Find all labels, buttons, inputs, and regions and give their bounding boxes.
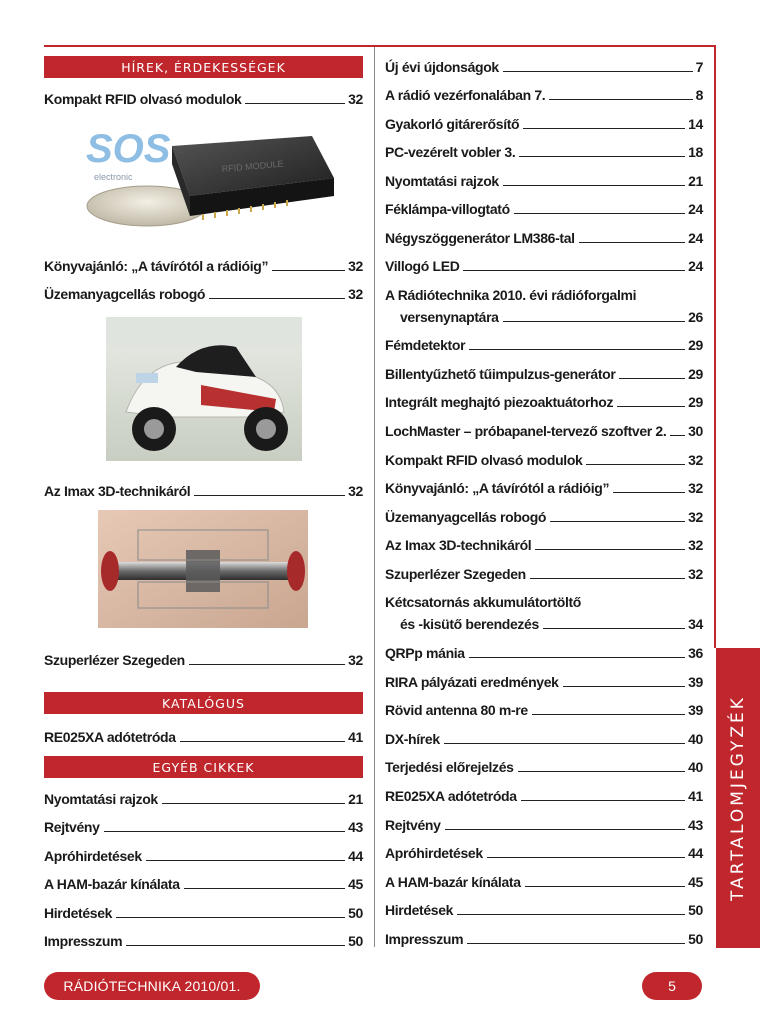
toc-entry[interactable] (385, 335, 703, 353)
toc-entry[interactable] (385, 450, 703, 468)
entry-title: Könyvajánló: „A távírótól a rádióig” (385, 480, 610, 496)
leader-line (503, 70, 693, 72)
entry-title: Fémdetektor (385, 337, 466, 353)
leader-line (563, 685, 686, 687)
entry-page: 41 (688, 788, 703, 804)
entry-page: 50 (348, 905, 363, 921)
entry-page: 41 (348, 729, 363, 745)
leader-line (518, 770, 686, 772)
toc-entry[interactable] (385, 171, 703, 189)
entry-page: 24 (688, 258, 703, 274)
entry-page: 21 (348, 791, 363, 807)
column-divider (374, 47, 375, 947)
leader-line (619, 377, 685, 379)
toc-entry[interactable] (385, 535, 703, 553)
toc-entry[interactable] (44, 846, 363, 864)
toc-entry[interactable] (385, 478, 703, 496)
entry-page: 32 (348, 258, 363, 274)
toc-entry[interactable] (44, 89, 363, 107)
toc-entry[interactable] (44, 256, 363, 274)
leader-line (503, 184, 685, 186)
toc-entry[interactable] (385, 900, 703, 918)
toc-entry[interactable] (44, 817, 363, 835)
entry-page: 32 (688, 480, 703, 496)
entry-page: 44 (688, 845, 703, 861)
page-number: 5 (642, 972, 702, 1000)
leader-line (523, 127, 685, 129)
leader-line (617, 405, 685, 407)
leader-line (579, 241, 685, 243)
leader-line (469, 656, 685, 658)
entry-title: LochMaster – próbapanel-tervező szoftver 2. (385, 423, 667, 439)
entry-title: Üzemanyagcellás robogó (44, 286, 206, 302)
entry-page: 50 (348, 933, 363, 949)
toc-entry[interactable] (385, 843, 703, 861)
toc-entry[interactable] (44, 650, 363, 668)
toc-entry[interactable] (385, 872, 703, 890)
leader-line (444, 742, 685, 744)
entry-page: 43 (688, 817, 703, 833)
toc-entry[interactable] (385, 564, 703, 582)
toc-entry[interactable] (385, 85, 703, 103)
sos-logo: SOS (86, 127, 171, 171)
toc-entry[interactable] (385, 507, 703, 525)
toc-entry[interactable] (385, 364, 703, 382)
entry-page: 50 (688, 902, 703, 918)
entry-page: 40 (688, 731, 703, 747)
side-tab (716, 648, 760, 948)
toc-entry[interactable] (385, 199, 703, 217)
leader-line (549, 98, 692, 100)
entry-title: Rejtvény (44, 819, 100, 835)
leader-line (146, 859, 345, 861)
entry-page: 45 (688, 874, 703, 890)
entry-title: Apróhirdetések (44, 848, 142, 864)
entry-title: és -kisütő berendezés (400, 616, 539, 632)
imax-3d-photo (98, 510, 308, 628)
entry-title: Hirdetések (385, 902, 454, 918)
entry-title: Impresszum (385, 931, 464, 947)
entry-page: 18 (688, 144, 703, 160)
leader-line (209, 297, 345, 299)
entry-title: Nyomtatási rajzok (385, 173, 499, 189)
leader-line (487, 856, 685, 858)
leader-line (184, 887, 345, 889)
section-header-catalog: KATALÓGUS (44, 692, 363, 714)
toc-entry-line1[interactable] (385, 592, 703, 610)
top-rule (44, 45, 716, 47)
entry-page: 32 (688, 566, 703, 582)
entry-page: 14 (688, 116, 703, 132)
entry-title: Hirdetések (44, 905, 113, 921)
entry-title: Az Imax 3D-technikáról (385, 537, 532, 553)
entry-page: 7 (695, 59, 703, 75)
toc-entry[interactable] (385, 643, 703, 661)
entry-title: A HAM-bazár kínálata (44, 876, 180, 892)
toc-entry[interactable] (385, 228, 703, 246)
toc-entry[interactable] (385, 729, 703, 747)
leader-line (467, 942, 685, 944)
toc-entry[interactable] (385, 57, 703, 75)
entry-title: Apróhirdetések (385, 845, 483, 861)
leader-line (543, 627, 685, 629)
toc-entry[interactable] (385, 421, 703, 439)
entry-title: RE025XA adótetróda (385, 788, 517, 804)
leader-line (525, 885, 685, 887)
entry-title: Rejtvény (385, 817, 441, 833)
toc-entry[interactable] (385, 114, 703, 132)
leader-line (519, 155, 685, 157)
leader-line (613, 491, 685, 493)
sos-logo-sub: electronic (94, 172, 133, 182)
scooter-photo (106, 317, 302, 461)
leader-line (272, 269, 345, 271)
entry-page: 21 (688, 173, 703, 189)
leader-line (532, 713, 685, 715)
right-rule (714, 45, 716, 648)
entry-title: QRPp mánia (385, 645, 465, 661)
chip-label: RFID MODULE (221, 158, 284, 174)
leader-line (116, 916, 345, 918)
entry-page: 39 (688, 702, 703, 718)
entry-title: Féklámpa-villogtató (385, 201, 510, 217)
section-header-other: EGYÉB CIKKEK (44, 756, 363, 778)
entry-title: A rádió vezérfonalában 7. (385, 87, 546, 103)
entry-title: Nyomtatási rajzok (44, 791, 158, 807)
entry-title: Integrált meghajtó piezoaktuátorhoz (385, 394, 614, 410)
entry-page: 30 (688, 423, 703, 439)
entry-title: RIRA pályázati eredmények (385, 674, 559, 690)
entry-page: 32 (688, 452, 703, 468)
toc-entry[interactable] (385, 929, 703, 947)
toc-entry[interactable] (44, 789, 363, 807)
entry-title: Szuperlézer Szegeden (44, 652, 185, 668)
toc-entry[interactable] (385, 256, 703, 274)
entry-title: Gyakorló gitárerősítő (385, 116, 520, 132)
leader-line (245, 102, 345, 104)
entry-page: 36 (688, 645, 703, 661)
entry-title: Üzemanyagcellás robogó (385, 509, 547, 525)
leader-line (586, 463, 685, 465)
entry-title: RE025XA adótetróda (44, 729, 176, 745)
entry-page: 44 (348, 848, 363, 864)
leader-line (514, 212, 685, 214)
entry-title: PC-vezérelt vobler 3. (385, 144, 516, 160)
entry-title: versenynaptára (400, 309, 499, 325)
entry-title: Terjedési előrejelzés (385, 759, 514, 775)
entry-page: 24 (688, 230, 703, 246)
leader-line (180, 740, 345, 742)
leader-line (503, 320, 686, 322)
entry-title: A Rádiótechnika 2010. évi rádióforgalmi (385, 287, 637, 303)
toc-entry[interactable] (44, 284, 363, 302)
entry-page: 29 (688, 337, 703, 353)
toc-entry[interactable] (44, 874, 363, 892)
issue-label: RÁDIÓTECHNIKA 2010/01. (44, 972, 260, 1000)
entry-title: A HAM-bazár kínálata (385, 874, 521, 890)
leader-line (194, 494, 345, 496)
toc-entry[interactable] (44, 903, 363, 921)
entry-page: 39 (688, 674, 703, 690)
entry-page: 32 (348, 286, 363, 302)
entry-title: Billentyűzhető tűimpulzus-generátor (385, 366, 616, 382)
entry-title: Könyvajánló: „A távírótól a rádióig” (44, 258, 269, 274)
toc-entry[interactable] (385, 815, 703, 833)
leader-line (535, 548, 685, 550)
entry-page: 24 (688, 201, 703, 217)
entry-page: 32 (348, 91, 363, 107)
entry-page: 34 (688, 616, 703, 632)
leader-line (670, 434, 685, 436)
entry-page: 8 (695, 87, 703, 103)
entry-page: 50 (688, 931, 703, 947)
rfid-module-photo (72, 118, 342, 233)
section-header-news: HÍREK, ÉRDEKESSÉGEK (44, 56, 363, 78)
leader-line (162, 802, 345, 804)
entry-page: 43 (348, 819, 363, 835)
entry-page: 32 (348, 483, 363, 499)
entry-title: Szuperlézer Szegeden (385, 566, 526, 582)
side-tab-label: TARTALOMJEGYZÉK (728, 695, 748, 901)
entry-page: 29 (688, 366, 703, 382)
toc-entry[interactable] (385, 672, 703, 690)
entry-title: Kétcsatornás akkumulátortöltő (385, 594, 582, 610)
leader-line (445, 828, 686, 830)
toc-entry[interactable] (385, 142, 703, 160)
entry-page: 40 (688, 759, 703, 775)
entry-page: 26 (688, 309, 703, 325)
entry-title: Új évi újdonságok (385, 59, 499, 75)
toc-entry[interactable] (385, 392, 703, 410)
toc-entry[interactable] (385, 700, 703, 718)
leader-line (550, 520, 685, 522)
leader-line (126, 944, 345, 946)
toc-entry-line1[interactable] (385, 285, 703, 303)
leader-line (189, 663, 345, 665)
toc-entry[interactable] (385, 786, 703, 804)
entry-title: Rövid antenna 80 m-re (385, 702, 528, 718)
entry-title: Villogó LED (385, 258, 460, 274)
leader-line (104, 830, 346, 832)
entry-title: DX-hírek (385, 731, 440, 747)
entry-page: 32 (348, 652, 363, 668)
leader-line (521, 799, 685, 801)
toc-entry[interactable] (44, 727, 363, 745)
entry-page: 32 (688, 509, 703, 525)
entry-page: 32 (688, 537, 703, 553)
entry-title: Kompakt RFID olvasó modulok (385, 452, 583, 468)
entry-title: Impresszum (44, 933, 123, 949)
leader-line (457, 913, 685, 915)
toc-entry-line2[interactable] (400, 614, 703, 632)
entry-page: 45 (348, 876, 363, 892)
entry-title: Négyszöggenerátor LM386-tal (385, 230, 575, 246)
leader-line (469, 348, 685, 350)
entry-title: Az Imax 3D-technikáról (44, 483, 191, 499)
leader-line (463, 269, 685, 271)
toc-entry[interactable] (44, 481, 363, 499)
entry-page: 29 (688, 394, 703, 410)
entry-title: Kompakt RFID olvasó modulok (44, 91, 242, 107)
toc-entry-line2[interactable] (400, 307, 703, 325)
toc-entry[interactable] (44, 931, 363, 949)
leader-line (530, 577, 685, 579)
toc-entry[interactable] (385, 757, 703, 775)
